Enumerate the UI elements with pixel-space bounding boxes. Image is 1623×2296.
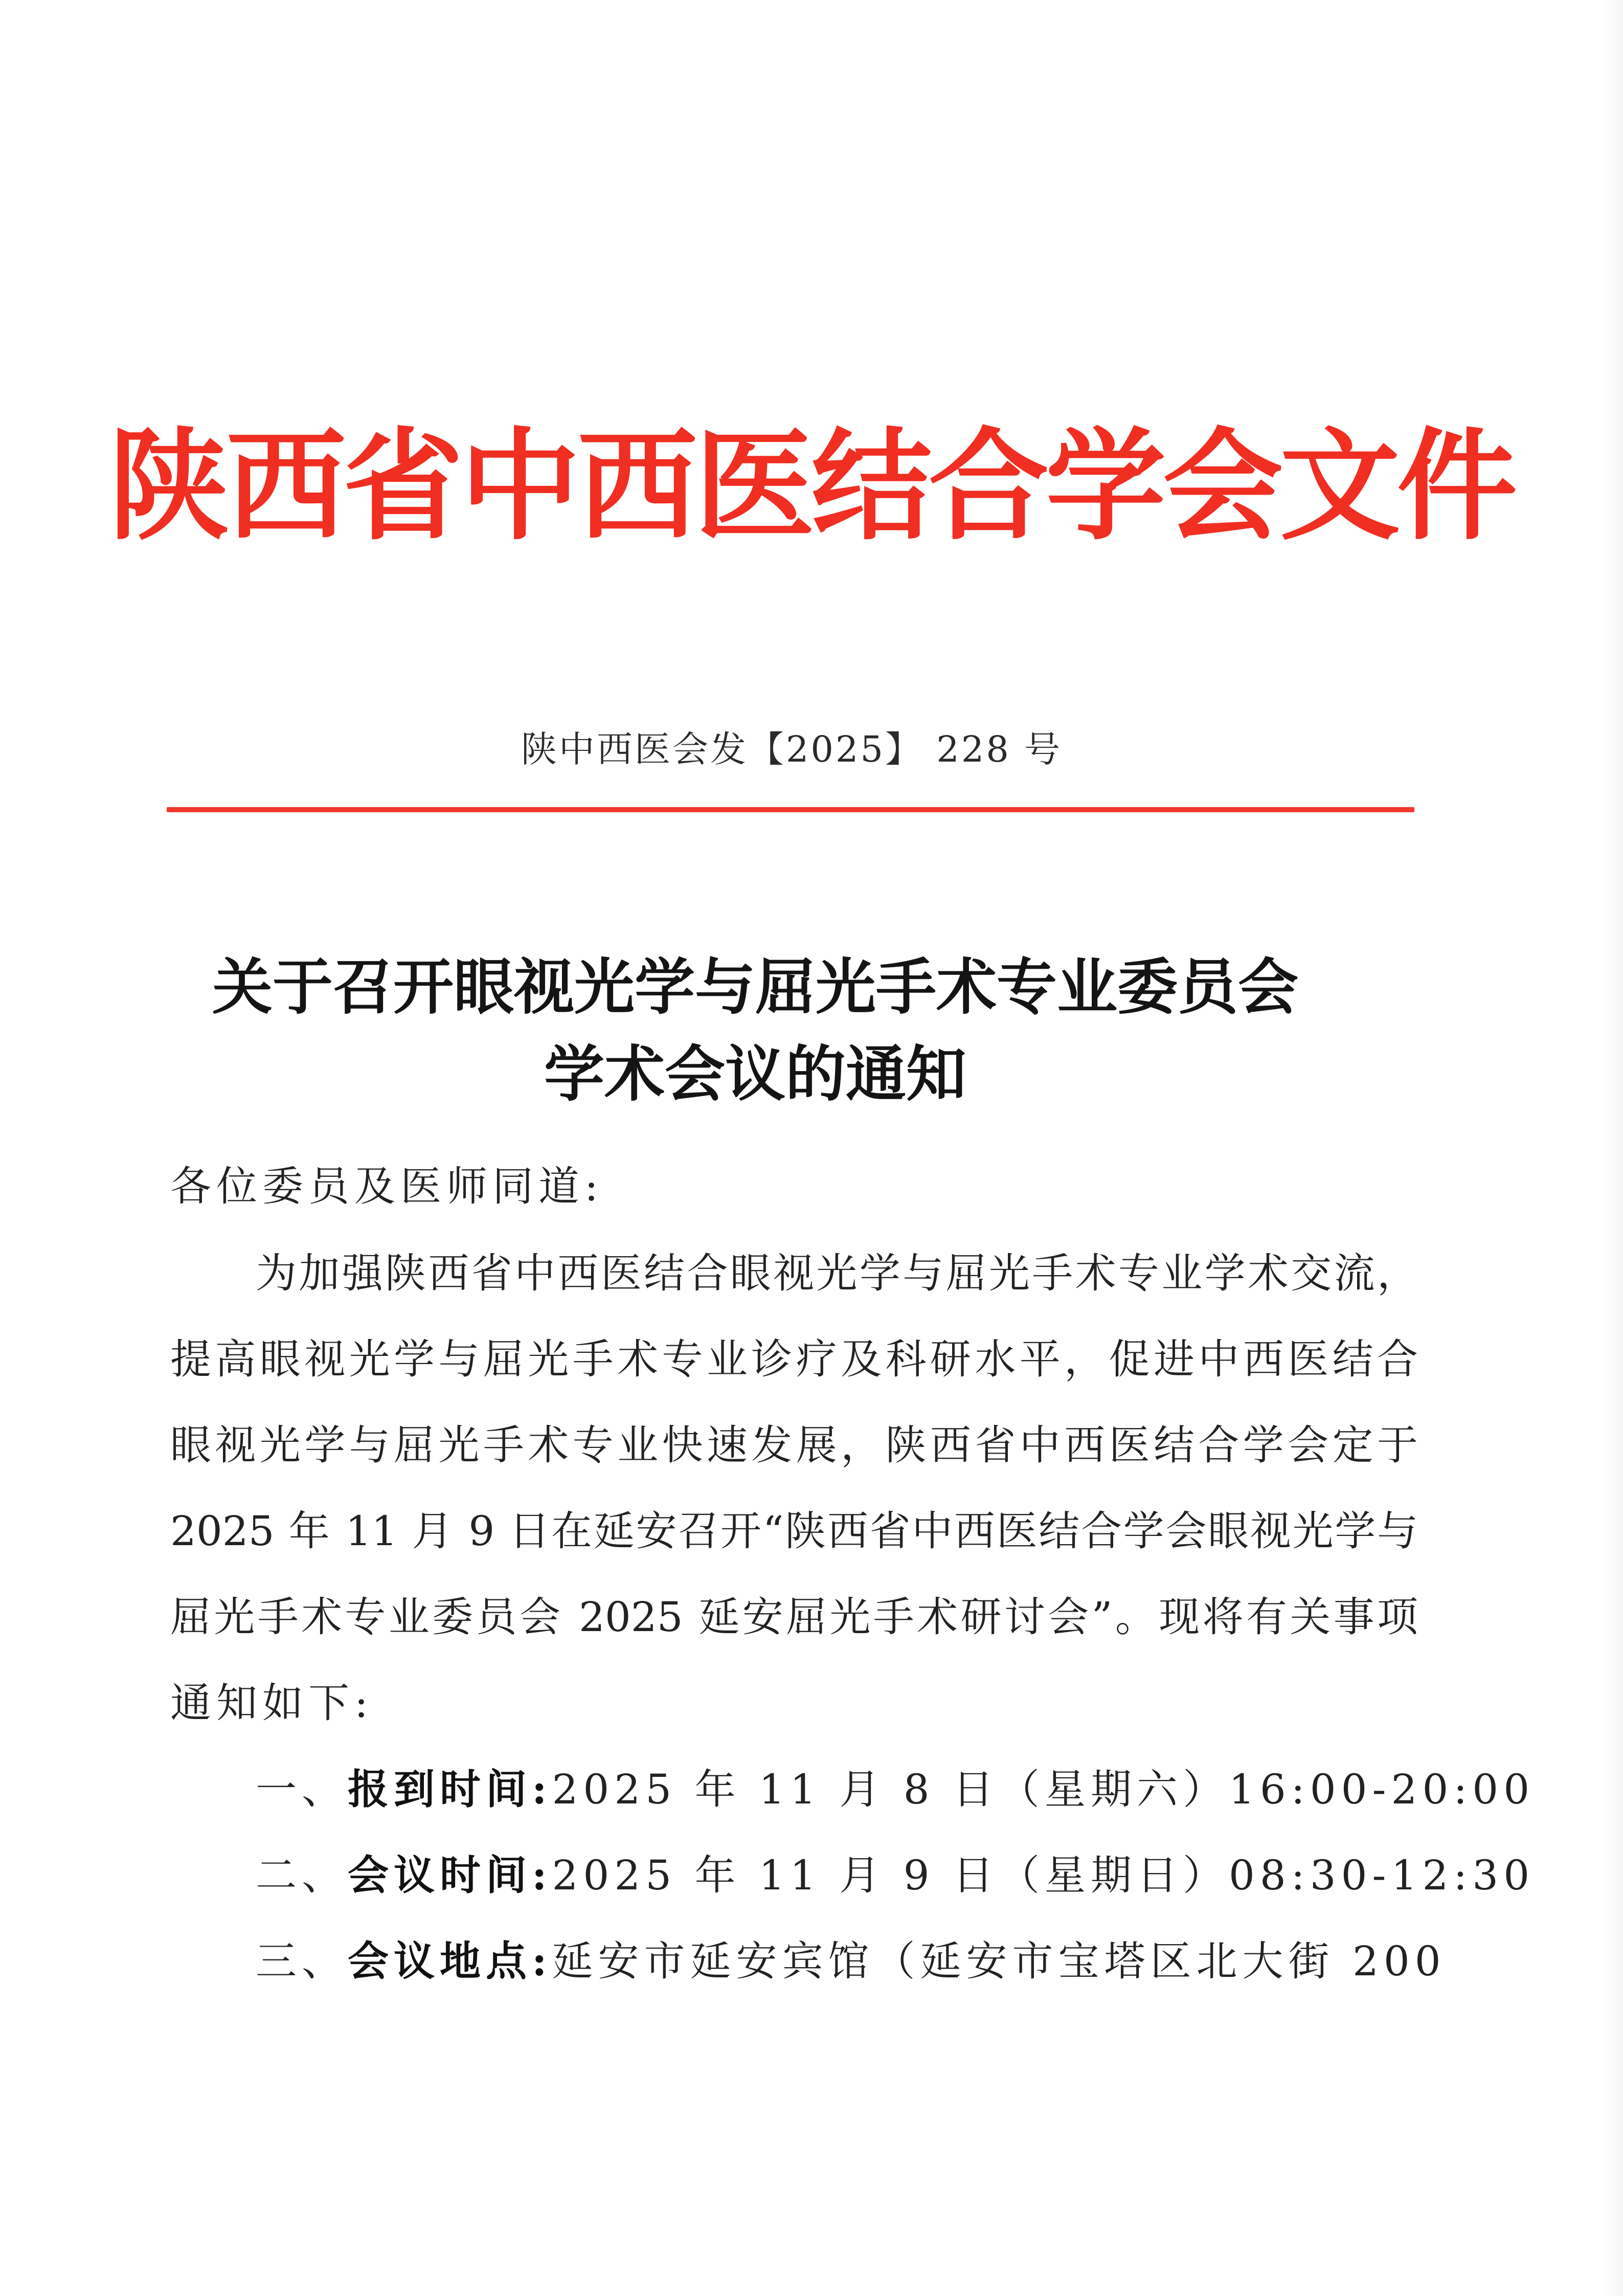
- list-item-meeting-location: [256, 1930, 1446, 1992]
- item-value: 2025 年 11 月 8 日（星期六）16:00-20:00: [552, 1766, 1535, 1813]
- item-prefix: 三、: [256, 1937, 348, 1985]
- paragraph-line: 提高眼视光学与屈光手术专业诊疗及科研水平，促进中西医结合: [170, 1335, 1418, 1383]
- paragraph-line: 眼视光学与屈光手术专业快速发展，陕西省中西医结合学会定于: [170, 1421, 1418, 1469]
- org-header-title: 陕西省中西医结合学会文件: [109, 415, 1514, 556]
- document-number: 陕中西医会发【2025】 228 号: [521, 728, 1063, 770]
- item-label: 会议时间:: [348, 1851, 552, 1899]
- item-prefix: 二、: [256, 1852, 348, 1899]
- item-label: 报到时间:: [348, 1765, 552, 1813]
- item-value: 2025 年 11 月 9 日（星期日）08:30-12:30: [552, 1852, 1535, 1899]
- salutation: 各位委员及医师同道:: [170, 1163, 603, 1210]
- item-prefix: 一、: [256, 1766, 348, 1813]
- item-value: 延安市延安宾馆（延安市宝塔区北大街 200: [552, 1937, 1446, 1985]
- list-item-meeting-time: [256, 1844, 1535, 1906]
- item-label: 会议地点:: [348, 1937, 552, 1985]
- paragraph-line: 通知如下:: [170, 1679, 373, 1727]
- paragraph-line: 为加强陕西省中西医结合眼视光学与屈光手术专业学术交流，: [256, 1250, 1418, 1297]
- notice-title-line-2: 学术会议的通知: [544, 1038, 966, 1109]
- paragraph-line: 2025 年 11 月 9 日在延安召开“陕西省中西医结合学会眼视光学与: [170, 1507, 1418, 1555]
- paragraph-line: 屈光手术专业委员会 2025 延安屈光手术研讨会”。现将有关事项: [170, 1593, 1418, 1641]
- notice-title-line-1: 关于召开眼视光学与屈光手术专业委员会: [212, 951, 1298, 1022]
- scan-edge-shadow: [1603, 0, 1623, 2296]
- list-item-registration-time: [256, 1758, 1535, 1820]
- red-divider-line: [167, 807, 1414, 812]
